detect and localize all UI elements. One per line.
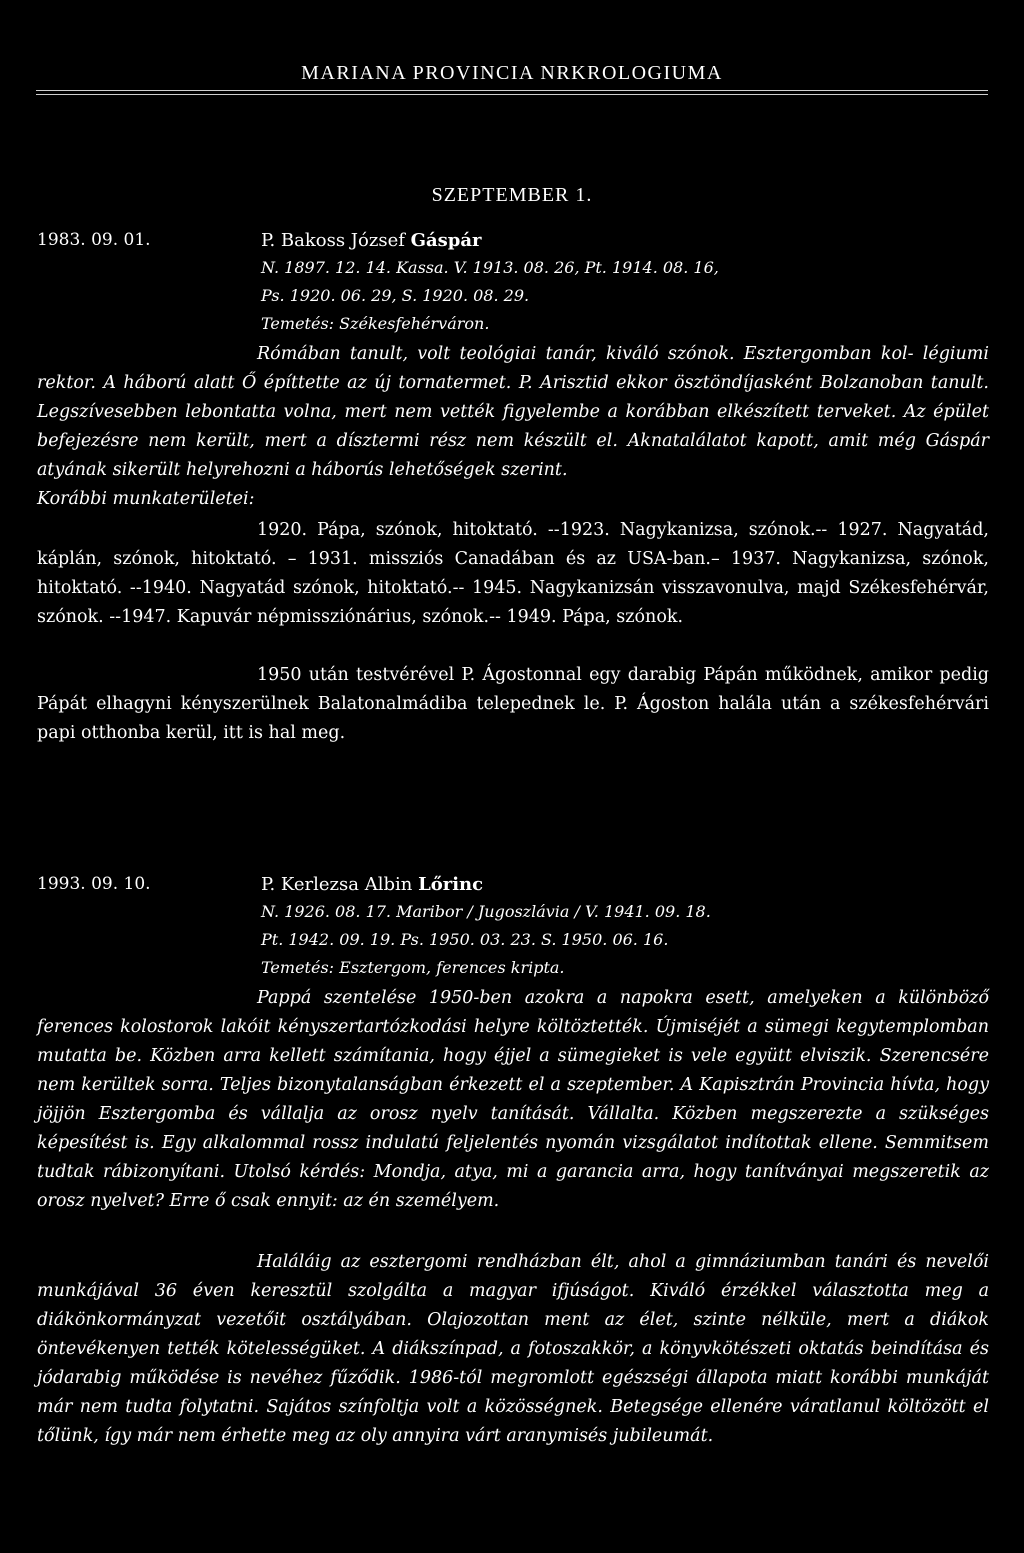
entry-bio-paragraph	[37, 661, 989, 748]
bio-text: Haláláig az esztergomi rendházban élt, ahol a gimnáziumban tanári és nevelői munkájával 36 éven keresztül szolgálta a magyar ifjúságot. Kiváló érzékkel választotta meg a diákönkormányzat vezetőit osztályában. Olajozottan ment az élet, szinte nélküle, mert a diákok öntevékenyen tették kötelességüket. A diákszínpad, a fotoszakkör, a könyvkötészeti oktatás beindítása és jódarabig működése is nevéhez fűződik. 1986-tól megromlott egészségi állapota miatt korábbi munkáját már nem tudta folytatni. Sajátos színfoltja volt a közösségnek. Betegsége ellenére váratlanul költözött el tőlünk, így már nem érhette meg az oly annyira várt aranymisés jubileumát.	[37, 1252, 989, 1446]
page-header: MARIANA PROVINCIA NRKROLOGIUMA	[301, 62, 723, 84]
entry-works	[37, 516, 989, 632]
entry-name	[261, 230, 482, 251]
entry-meta-line: Temetés: Székesfehérváron.	[261, 314, 490, 333]
entry-meta-line: Pt. 1942. 09. 19. Ps. 1950. 03. 23. S. 1950. 06. 16.	[261, 930, 669, 949]
section-title: SZEPTEMBER 1.	[431, 184, 593, 206]
entry-date: 1993. 09. 10.	[37, 874, 151, 894]
entry-bio-paragraph	[37, 1248, 989, 1451]
entry-name-prefix: P. Bakoss József	[261, 230, 405, 251]
entry-name-main: Lőrinc	[418, 874, 484, 895]
entry-date: 1983. 09. 01.	[37, 230, 151, 250]
header-rule-top	[36, 90, 988, 91]
entry-meta-line: Temetés: Esztergom, ferences kripta.	[261, 958, 565, 977]
header-rule-bottom	[36, 94, 988, 95]
bio-text: 1950 után testvérével P. Ágostonnal egy darabig Pápán működnek, amikor pedig Pápát elhagyni kényszerülnek Balatonalmádiba telepednek le. P. Ágoston halála után a székesfehérvári papi otthonba kerül, itt is hal meg.	[37, 665, 989, 743]
works-text: 1920. Pápa, szónok, hitoktató. --1923. Nagykanizsa, szónok.-- 1927. Nagyatád, káplán, szónok, hitoktató. – 1931. missziós Canadában és az USA-ban.– 1937. Nagykanizsa, szónok, hitoktató. --1940. Nagyatád szónok, hitoktató.-- 1945. Nagykanizsán visszavonulva, majd Székesfehérvár, szónok. --1947. Kapuvár népmissziónárius, szónok.-- 1949. Pápa, szónok.	[37, 520, 989, 627]
works-label: Korábbi munkaterületei:	[37, 489, 255, 509]
entry-bio-paragraph	[37, 984, 989, 1216]
entry-bio	[37, 340, 989, 514]
bio-text: légiumi rektor. A háború alatt Ő építtette az új tornatermet. P. Arisztid ekkor ösztöndíjasként Bolzanoban tanult. Legszívesebben lebontatta volna, mert nem vették figyelembe a korábban elkészített terveket. Az épület befejezésre nem került, mert a dísztermi rész nem készült el. Aknatalálatot kapott, amit még Gáspár atyának sikerült helyrehozni a háborús lehetőségek szerint.	[37, 344, 989, 480]
entry-meta-line: N. 1897. 12. 14. Kassa. V. 1913. 08. 26, Pt. 1914. 08. 16,	[261, 258, 719, 277]
entry-name	[261, 874, 483, 895]
bio-text: Rómában tanult, volt teológiai tanár, kiváló szónok. Esztergomban kol-	[257, 344, 914, 364]
entry-meta-line: Ps. 1920. 06. 29, S. 1920. 08. 29.	[261, 286, 530, 305]
entry-meta-line: N. 1926. 08. 17. Maribor / Jugoszlávia / V. 1941. 09. 18.	[261, 902, 711, 921]
bio-text: Pappá szentelése 1950-ben azokra a napokra esett, amelyeken a különböző ferences kolostorok lakóit kényszertartózkodási helyre költöztették. Újmiséjét a sümegi kegytemplomban mutatta be. Közben arra kellett számítania, hogy éjjel a sümegieket is vele együtt elviszik. Szerencsére nem kerültek sorra. Teljes bizonytalanságban érkezett el a szeptember. A Kapisztrán Provincia hívta, hogy jöjjön Esztergomba és vállalja az orosz nyelv tanítását. Vállalta. Közben megszerezte a szükséges képesítést is. Egy alkalommal rossz indulatú feljelentés nyomán vizsgálatot indítottak ellene. Semmitsem tudtak rábizonyítani. Utolsó kérdés: Mondja, atya, mi a garancia arra, hogy tanítványai megszeretik az orosz nyelvet? Erre ő csak ennyit: az én személyem.	[37, 988, 989, 1211]
entry-name-prefix: P. Kerlezsa Albin	[261, 874, 413, 895]
entry-name-main: Gáspár	[410, 230, 482, 251]
